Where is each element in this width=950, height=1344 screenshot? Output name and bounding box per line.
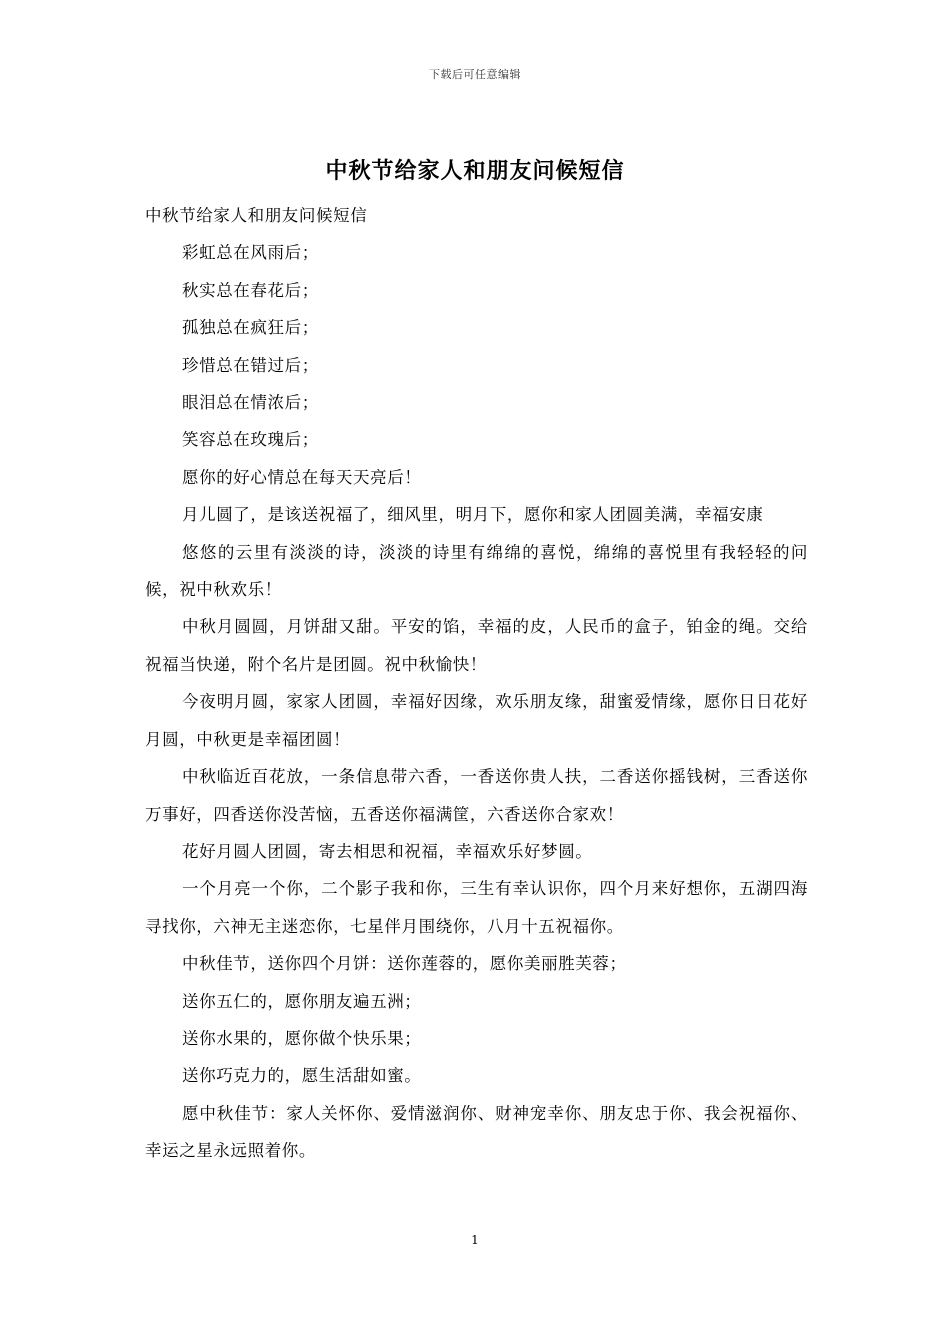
body-paragraph: 送你水果的，愿你做个快乐果； [182, 1028, 422, 1048]
body-paragraph: 一个月亮一个你，二个影子我和你，三生有幸认识你，四个月来好想你，五湖四海寻找你，六神无主迷恋你，七星伴月围绕你，八月十五祝福你。 [145, 879, 808, 936]
body-paragraph: 中秋月圆圆，月饼甜又甜。平安的馅，幸福的皮，人民币的盒子，铂金的绳。交给祝福当快递，附个名片是团圆。祝中秋愉快！ [145, 617, 808, 674]
body-paragraph: 中秋临近百花放，一条信息带六香，一香送你贵人扶，二香送你摇钱树，三香送你万事好，四香送你没苦恼，五香送你福满筐，六香送你合家欢！ [145, 767, 808, 824]
document-title: 中秋节给家人和朋友问候短信 [325, 158, 625, 184]
body-paragraph: 送你巧克力的，愿生活甜如蜜。 [182, 1066, 422, 1086]
body-paragraph: 眼泪总在情浓后； [182, 393, 319, 413]
header-note: 下载后可任意编辑 [429, 68, 521, 81]
body-paragraph: 中秋佳节，送你四个月饼：送你莲蓉的，愿你美丽胜芙蓉； [182, 954, 627, 974]
body-paragraph: 送你五仁的，愿你朋友遍五洲； [182, 991, 422, 1011]
body-paragraph: 月儿圆了，是该送祝福了，细风里，明月下，愿你和家人团圆美满，幸福安康 [182, 505, 764, 525]
body-paragraph: 笑容总在玫瑰后； [182, 430, 319, 450]
page-number: 1 [471, 1233, 479, 1247]
document-body [145, 197, 808, 1170]
body-paragraph: 愿你的好心情总在每天天亮后！ [182, 467, 422, 487]
body-paragraph: 愿中秋佳节：家人关怀你、爱情滋润你、财神宠幸你、朋友忠于你、我会祝福你、幸运之星永远照着你。 [145, 1103, 808, 1161]
body-paragraph: 花好月圆人团圆，寄去相思和祝福，幸福欢乐好梦圆。 [182, 841, 593, 861]
body-paragraph: 今夜明月圆，家家人团圆，幸福好因缘，欢乐朋友缘，甜蜜爱情缘，愿你日日花好月圆，中秋更是幸福团圆！ [145, 692, 808, 749]
body-paragraph: 彩虹总在风雨后； [182, 243, 319, 263]
body-paragraph: 珍惜总在错过后； [182, 355, 319, 375]
body-paragraph: 秋实总在春花后； [182, 280, 319, 300]
body-paragraph: 悠悠的云里有淡淡的诗，淡淡的诗里有绵绵的喜悦，绵绵的喜悦里有我轻轻的问候，祝中秋欢乐！ [145, 542, 808, 600]
body-paragraph: 中秋节给家人和朋友问候短信 [145, 206, 368, 225]
body-paragraph: 孤独总在疯狂后； [182, 318, 319, 338]
